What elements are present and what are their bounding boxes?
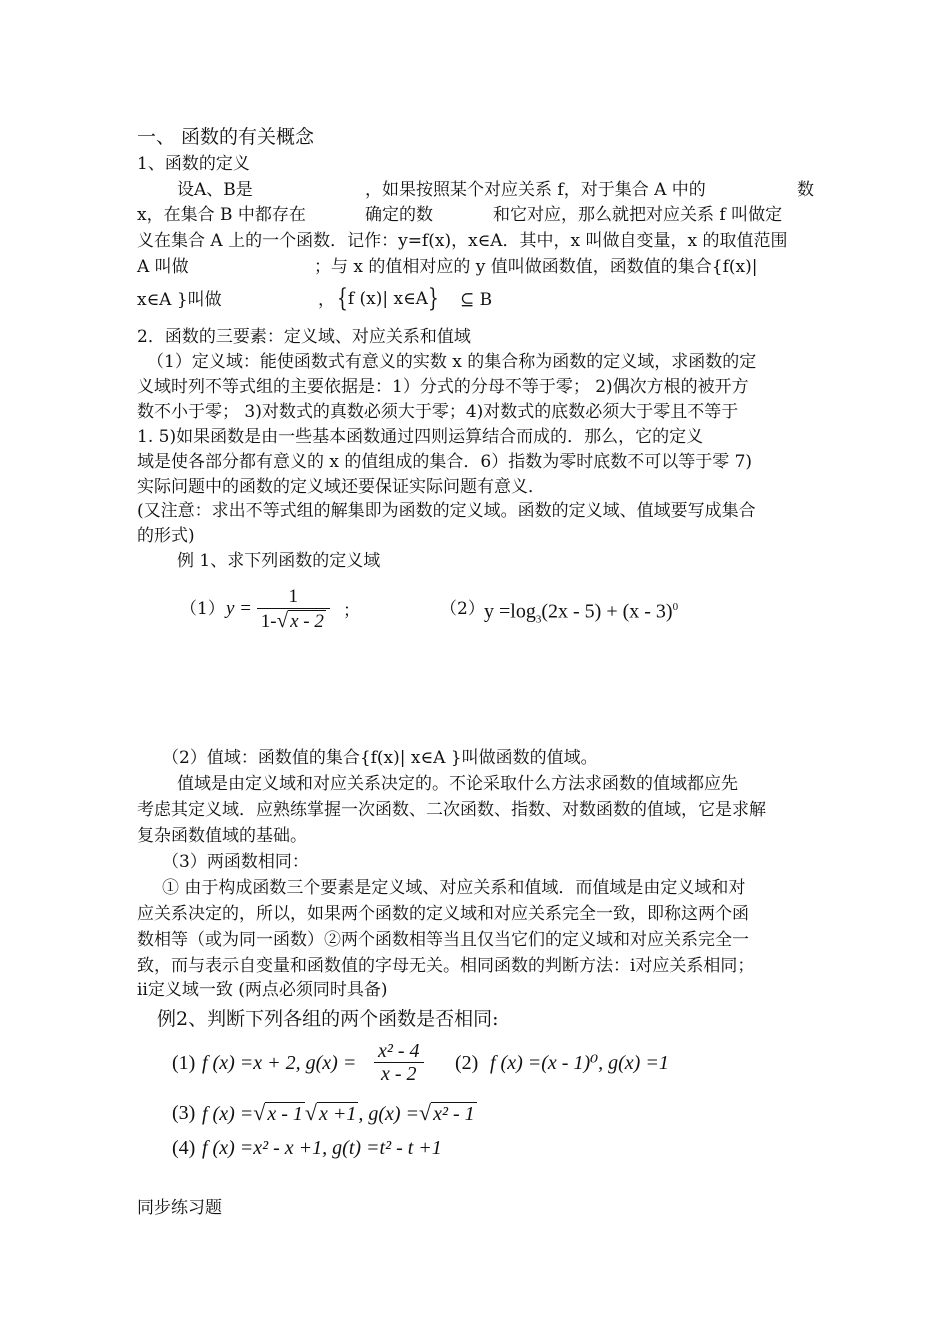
def-line5-a: x∈A }叫做 bbox=[137, 290, 222, 310]
ex2-row3-label: (3) bbox=[172, 1102, 196, 1124]
ex1-p1-den-a: 1- bbox=[260, 611, 277, 632]
domain-line-5: 域是使各部分都有意义的 x 的值组成的集合．6）指数为零时底数不可以等于零 7) bbox=[137, 452, 753, 472]
ex2-r3-g: , g(x) = bbox=[358, 1103, 420, 1125]
ex2-r3-f: f (x) = bbox=[202, 1103, 254, 1125]
def-line1-a: 设A、B是 bbox=[177, 180, 253, 200]
ex2-r3-radicand2: x +1 bbox=[318, 1103, 357, 1125]
ex2-row1-label: (1) bbox=[172, 1052, 196, 1074]
def-line1-b: ，如果按照某个对应关系 f，对于集合 A 中的 bbox=[365, 180, 706, 200]
ex2-r1-numerator: x² - 4 bbox=[374, 1040, 424, 1063]
ex1-problem1-label: （1） bbox=[180, 599, 225, 619]
range-line-4: 复杂函数值域的基础。 bbox=[137, 826, 307, 846]
ex1-problem2-label: （2） bbox=[440, 599, 485, 619]
ex1-p2-exp: 0 bbox=[672, 601, 679, 613]
domain-line-4: 1. 5)如果函数是由一些基本函数通过四则运算结合而成的．那么，它的定义 bbox=[137, 427, 704, 447]
ex1-p1-fraction bbox=[257, 586, 330, 633]
ex1-p1-denominator: 1-√ x - 2 bbox=[260, 608, 324, 632]
ex2-row4-label: (4) bbox=[172, 1137, 196, 1159]
ex2-r3-radicand3: x² - 1 bbox=[433, 1103, 475, 1125]
def-line3: 义在集合 A 上的一个函数．记作：y=f(x)，x∈A．其中，x 叫做自变量，x 的取值范围 bbox=[137, 231, 788, 251]
same-line-2: ① 由于构成函数三个要素是定义域、对应关系和值域．而值域是由定义域和对 bbox=[162, 878, 746, 898]
def-line5-b: ， bbox=[318, 290, 335, 310]
domain-line-3: 数不小于零； 3)对数式的真数必须大于零；4)对数式的底数必须大于零且不等于 bbox=[137, 402, 739, 422]
same-line-3: 应关系决定的，所以，如果两个函数的定义域和对应关系完全一致，即称这两个函 bbox=[137, 904, 749, 924]
ex1-problem2-formula bbox=[484, 597, 678, 630]
ex1-p2-log: y =log bbox=[484, 600, 536, 623]
section-title: 一、 函数的有关概念 bbox=[137, 126, 315, 148]
example1-title: 例 1、求下列函数的定义域 bbox=[177, 551, 381, 571]
domain-line-1: （1）定义域：能使函数式有意义的实数 x 的集合称为函数的定义域，求函数的定 bbox=[147, 352, 757, 372]
ex1-p1-y: y = bbox=[226, 597, 253, 619]
ex1-p1-radicand: x - 2 bbox=[290, 611, 324, 632]
range-set-body: f (x)| x∈A bbox=[347, 289, 428, 309]
subheading-three-elements: 2．函数的三要素：定义域、对应关系和值域 bbox=[137, 327, 471, 347]
ex2-row2-label: (2) bbox=[455, 1052, 479, 1074]
note-line-2: 的形式) bbox=[137, 526, 195, 546]
subset-symbol: ⊆ B bbox=[460, 290, 493, 310]
range-set-notation: {f (x)| x∈A} bbox=[337, 284, 439, 314]
domain-line-6: 实际问题中的函数的定义域还要保证实际问题有意义． bbox=[137, 477, 545, 497]
ex2-row2-expr: f (x) =(x - 1)⁰, g(x) =1 bbox=[490, 1052, 669, 1074]
example2-title: 例2、判断下列各组的两个函数是否相同: bbox=[157, 1008, 499, 1030]
ex2-row1-fraction bbox=[374, 1040, 424, 1085]
ex2-r1-frac bbox=[374, 1040, 424, 1085]
def-line2-a: x，在集合 B 中都存在 bbox=[137, 205, 306, 225]
def-line2-c: 和它对应，那么就把对应关系 f 叫做定 bbox=[493, 205, 783, 225]
range-line-1: （2）值域：函数值的集合{f(x)| x∈A }叫做函数的值域。 bbox=[162, 748, 598, 768]
ex1-p2-rest: (2x - 5) + (x - 3) bbox=[541, 600, 673, 623]
range-line-3: 考虑其定义域．应熟练掌握一次函数、二次函数、指数、对数函数的值域，它是求解 bbox=[137, 800, 766, 820]
same-line-5: 致，而与表示自变量和函数值的字母无关。相同函数的判断方法：ⅰ对应关系相同； bbox=[137, 956, 755, 976]
def-line4-a: A 叫做 bbox=[137, 257, 189, 277]
subheading-definition: 1、函数的定义 bbox=[137, 154, 250, 174]
domain-line-2: 义域时列不等式组的主要依据是：1）分式的分母不等于零； 2)偶次方根的被开方 bbox=[137, 377, 749, 397]
same-line-4: 数相等（或为同一函数）②两个函数相等当且仅当它们的定义域和对应关系完全一 bbox=[137, 930, 749, 950]
ex2-row4-expr: f (x) =x² - x +1, g(t) =t² - t +1 bbox=[202, 1137, 442, 1159]
ex1-p2-base: 3 bbox=[535, 613, 542, 626]
ex2-row3-expr: f (x) =√ x - 1√ x +1 , g(x) =√ x² - 1 bbox=[202, 1100, 475, 1125]
note-line-1: (又注意：求出不等式组的解集即为函数的定义域。函数的定义域、值域要写成集合 bbox=[137, 501, 756, 521]
ex2-r1-denominator: x - 2 bbox=[381, 1063, 417, 1085]
ex1-problem1-sep: ； bbox=[343, 601, 360, 621]
range-line-2: 值域是由定义域和对应关系决定的。不论采取什么方法求函数的值域都应先 bbox=[177, 774, 738, 794]
ex2-r1-f: f (x) =x + 2, g(x) = bbox=[202, 1052, 357, 1074]
ex2-row1-expr bbox=[202, 1053, 356, 1073]
def-line1-c: 数 bbox=[797, 180, 814, 200]
def-line4-b: ；与 x 的值相对应的 y 值叫做函数值，函数值的集合{f(x)| bbox=[314, 257, 758, 277]
footer-heading: 同步练习题 bbox=[137, 1198, 222, 1218]
ex1-problem1-formula bbox=[226, 586, 330, 633]
ex2-r3-radicand1: x - 1 bbox=[267, 1103, 303, 1125]
same-line-1: （3）两函数相同： bbox=[162, 852, 309, 872]
ex1-p1-numerator: 1 bbox=[257, 586, 330, 609]
same-line-6: ⅱ定义域一致 (两点必须同时具备) bbox=[137, 980, 388, 1000]
def-line2-b: 确定的数 bbox=[365, 205, 433, 225]
